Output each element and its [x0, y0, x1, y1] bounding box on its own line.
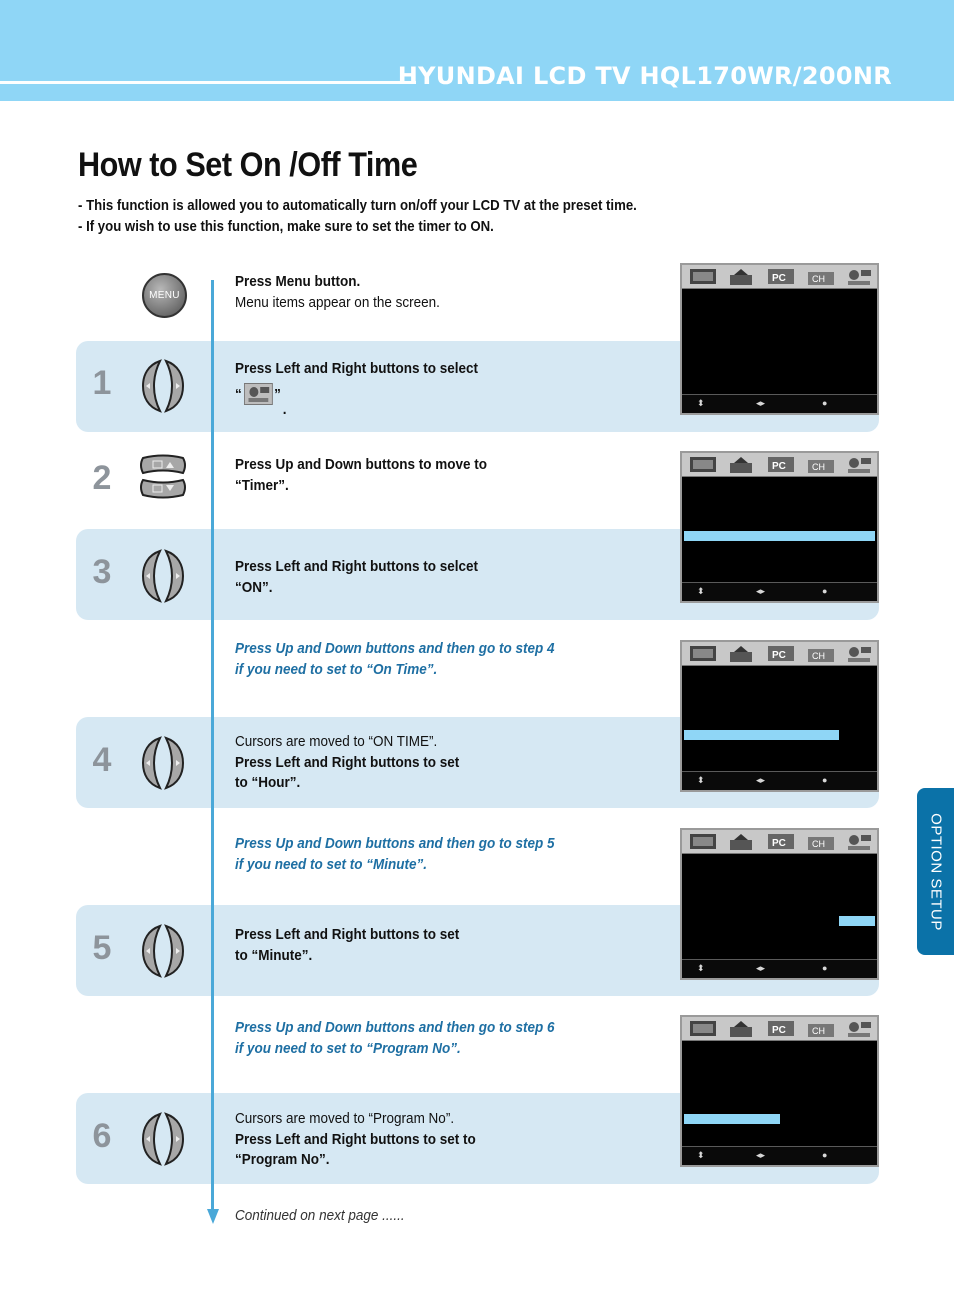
function-icon — [844, 1019, 874, 1039]
page-title: How to Set On /Off Time — [78, 146, 418, 184]
note-5-line-1: Press Up and Down buttons and then go to step 5 — [235, 835, 555, 852]
step-number-1: 1 — [92, 364, 112, 402]
note-4-line-1: Press Up and Down buttons and then go to step 4 — [235, 640, 555, 657]
close-quote: ” — [274, 385, 281, 403]
step-1-line-1: Press Left and Right buttons to select — [235, 360, 479, 377]
note-6-line-1: Press Up and Down buttons and then go to step 6 — [235, 1019, 555, 1036]
note-6-line-2: if you need to set to “Program No”. — [235, 1039, 461, 1057]
flow-arrow-head — [207, 1209, 219, 1224]
step-1-line-3: . — [282, 400, 287, 418]
sound-icon — [726, 1019, 756, 1039]
sound-icon — [726, 832, 756, 852]
tv-picture-icon — [688, 455, 718, 475]
ch-icon-label: CH — [812, 651, 825, 661]
osd-icon-bar — [682, 642, 877, 666]
intro-text — [78, 195, 637, 237]
channel-icon — [806, 644, 836, 664]
step-4-text — [235, 732, 459, 794]
leftright-hint-icon: ◂▸ — [756, 1150, 766, 1160]
updown-hint-icon: ⬍ — [697, 775, 705, 785]
osd-icon-bar — [682, 830, 877, 854]
pc-icon — [766, 267, 796, 287]
osd-footer — [682, 1146, 877, 1165]
menu-button-icon — [142, 273, 187, 318]
tv-picture-icon — [688, 832, 718, 852]
step-4-line-1: Cursors are moved to “ON TIME”. — [235, 733, 438, 750]
step-number-2: 2 — [92, 459, 112, 497]
open-quote: “ — [235, 385, 242, 403]
osd-icon-bar — [682, 1017, 877, 1041]
menu-button-label: MENU — [149, 290, 180, 301]
section-tab-label: OPTION SETUP — [927, 812, 944, 931]
ch-icon-label: CH — [812, 1026, 825, 1036]
step-6-text — [235, 1109, 476, 1171]
intro-line-1: - This function is allowed you to automatically turn on/off your LCD TV at the preset time. — [78, 197, 637, 214]
osd-footer — [682, 582, 877, 601]
step-1-text — [235, 359, 478, 420]
note-step-6 — [235, 1018, 555, 1059]
channel-icon — [806, 455, 836, 475]
menu-hint-icon: ● — [822, 586, 828, 596]
menu-hint-icon: ● — [822, 775, 828, 785]
updown-hint-icon: ⬍ — [697, 963, 705, 973]
continued-note: Continued on next page ...... — [235, 1207, 405, 1224]
step-number-4: 4 — [92, 741, 112, 779]
function-menu-icon — [244, 383, 273, 405]
pc-icon-label: PC — [772, 461, 786, 472]
function-icon — [844, 832, 874, 852]
osd-icon-bar — [682, 265, 877, 289]
step-5-line-1: Press Left and Right buttons to set — [235, 926, 460, 943]
osd-icon-bar — [682, 453, 877, 477]
tv-picture-icon — [688, 1019, 718, 1039]
left-right-buttons-icon — [140, 357, 186, 415]
step-6-line-1: Cursors are moved to “Program No”. — [235, 1110, 455, 1127]
osd-footer — [682, 959, 877, 978]
pc-icon-label: PC — [772, 1025, 786, 1036]
function-icon — [844, 267, 874, 287]
osd-screen-4 — [680, 828, 879, 980]
osd-selection-bar — [839, 916, 875, 926]
section-tab — [917, 788, 954, 955]
left-right-buttons-icon — [140, 1110, 186, 1168]
pc-icon-label: PC — [772, 650, 786, 661]
pc-icon — [766, 644, 796, 664]
channel-icon — [806, 832, 836, 852]
pc-icon-label: PC — [772, 273, 786, 284]
step-3-line-1: Press Left and Right buttons to selcet — [235, 558, 479, 575]
sound-icon — [726, 267, 756, 287]
note-4-line-2: if you need to set to “On Time”. — [235, 660, 438, 678]
osd-screen-1 — [680, 263, 879, 415]
pc-icon — [766, 1019, 796, 1039]
step-3-text — [235, 557, 478, 598]
step-number-6: 6 — [92, 1117, 112, 1155]
left-right-buttons-icon — [140, 547, 186, 605]
step-2-text — [235, 455, 487, 496]
osd-selection-bar — [684, 531, 875, 541]
tv-picture-icon — [688, 644, 718, 664]
osd-screen-3 — [680, 640, 879, 792]
left-right-buttons-icon — [140, 734, 186, 792]
up-down-buttons-icon — [137, 454, 189, 499]
ch-icon-label: CH — [812, 839, 825, 849]
leftright-hint-icon: ◂▸ — [756, 398, 766, 408]
osd-selection-bar — [684, 730, 839, 740]
channel-icon — [806, 1019, 836, 1039]
tv-picture-icon — [688, 267, 718, 287]
osd-footer — [682, 394, 877, 413]
updown-hint-icon: ⬍ — [697, 586, 705, 596]
note-step-4 — [235, 639, 555, 680]
leftright-hint-icon: ◂▸ — [756, 586, 766, 596]
step-6-line-3: “Program No”. — [235, 1151, 330, 1168]
step-5-text — [235, 925, 459, 966]
function-icon — [844, 644, 874, 664]
step-4-line-2: Press Left and Right buttons to set — [235, 753, 460, 771]
note-5-line-2: if you need to set to “Minute”. — [235, 855, 428, 873]
sound-icon — [726, 455, 756, 475]
step-number-3: 3 — [92, 553, 112, 591]
leftright-hint-icon: ◂▸ — [756, 775, 766, 785]
menu-hint-icon: ● — [822, 1150, 828, 1160]
menu-hint-icon: ● — [822, 963, 828, 973]
step-6-line-2: Press Left and Right buttons to set to — [235, 1130, 476, 1148]
header-rule — [0, 81, 416, 84]
left-right-buttons-icon — [140, 922, 186, 980]
updown-hint-icon: ⬍ — [697, 1150, 705, 1160]
pc-icon — [766, 832, 796, 852]
step-3-line-2: “ON”. — [235, 578, 273, 596]
step-5-line-2: to “Minute”. — [235, 946, 313, 964]
header-bar — [0, 0, 954, 101]
pc-icon — [766, 455, 796, 475]
channel-icon — [806, 267, 836, 287]
pc-icon-label: PC — [772, 838, 786, 849]
menu-hint-icon: ● — [822, 398, 828, 408]
menu-step-line-1: Press Menu button. — [235, 273, 361, 290]
menu-step-text — [235, 272, 440, 313]
osd-selection-bar — [684, 1114, 780, 1124]
osd-screen-5 — [680, 1015, 879, 1167]
updown-hint-icon: ⬍ — [697, 398, 705, 408]
flow-line — [211, 280, 214, 1212]
sound-icon — [726, 644, 756, 664]
menu-step-line-2: Menu items appear on the screen. — [235, 293, 440, 311]
step-4-line-3: to “Hour”. — [235, 774, 301, 791]
leftright-hint-icon: ◂▸ — [756, 963, 766, 973]
function-icon — [844, 455, 874, 475]
step-2-line-2: “Timer”. — [235, 476, 289, 494]
step-2-line-1: Press Up and Down buttons to move to — [235, 456, 488, 473]
ch-icon-label: CH — [812, 274, 825, 284]
note-step-5 — [235, 834, 555, 875]
ch-icon-label: CH — [812, 462, 825, 472]
intro-line-2: - If you wish to use this function, make sure to set the timer to ON. — [78, 218, 494, 235]
osd-footer — [682, 771, 877, 790]
osd-screen-2 — [680, 451, 879, 603]
brand-title: HYUNDAI LCD TV HQL170WR/200NR — [397, 62, 892, 90]
step-number-5: 5 — [92, 929, 112, 967]
